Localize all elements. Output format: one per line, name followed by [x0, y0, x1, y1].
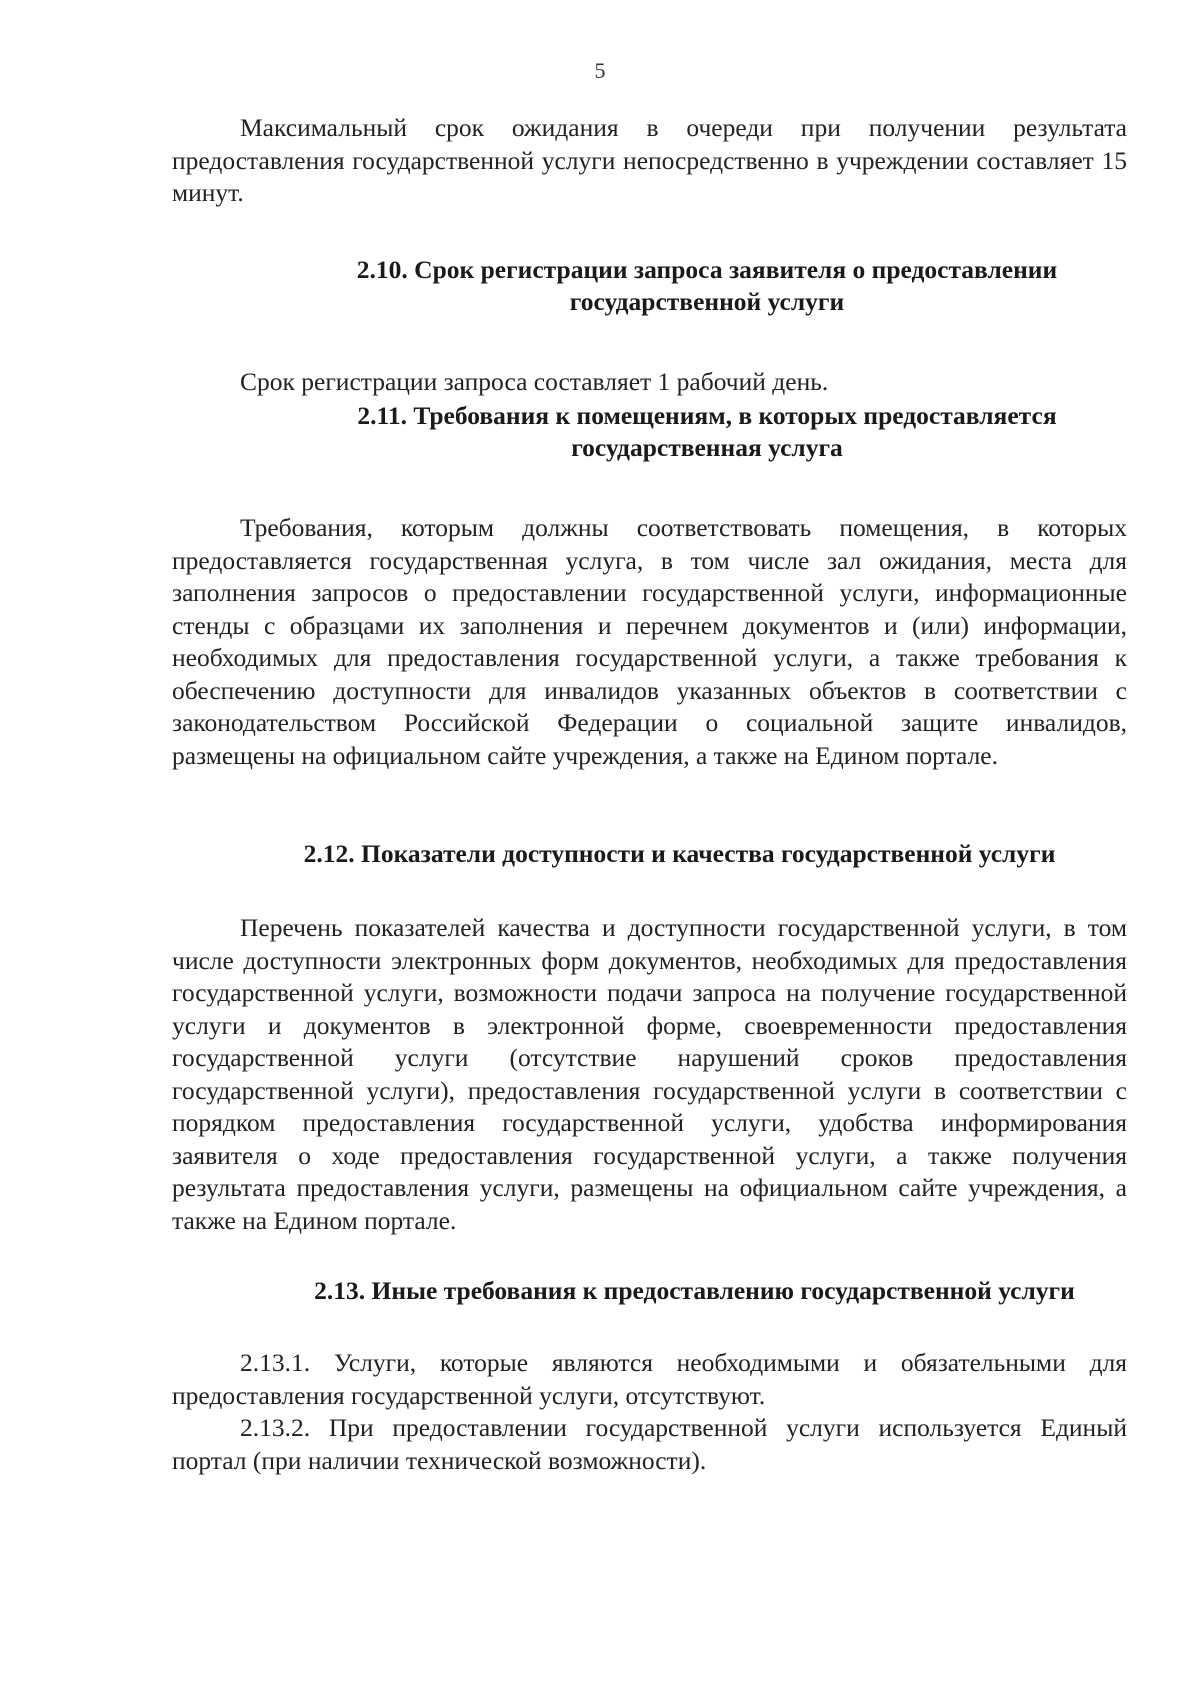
page-number: 5	[594, 58, 606, 83]
paragraph-registration-term: Срок регистрации запроса составляет 1 рабочий день.	[240, 366, 829, 396]
document-body	[172, 112, 1127, 1477]
paragraph-premises: Требования, которым должны соответствовать помещения, в которых предоставляется государственная услуга, в том числе зал ожидания, места для заполнения запросов о предоставлении государственной услуги, информационные стенды с образцами их заполнения и перечнем документов и (или) информации, необходимых для предоставления государственной услуги, а также требования к обеспечению доступности для инвалидов указанных объектов в соответствии с законодательством Российской Федерации о социальной защите инвалидов, размещены на официальном сайте учреждения, а также на Едином портале.	[172, 513, 1127, 770]
paragraph-indicators: Перечень показателей качества и доступности государственной услуги, в том числе доступности электронных форм документов, необходимых для предоставления государственной услуги, возможности подачи запроса на получение государственной услуги и документов в электронной форме, своевременности предоставления государственной услуги (отсутствие нарушений сроков предоставления государственной услуги), предоставления государственной услуги в соответствии с порядком предоставления государственной услуги, удобства информирования заявителя о ходе предоставления государственной услуги, а также получения результата предоставления услуги, размещены на официальном сайте учреждения, а также на Едином портале.	[172, 913, 1127, 1235]
paragraph-waiting-time: Максимальный срок ожидания в очереди при получении результата предоставления государственной услуги непосредственно в учреждении составляет 15 минут.	[172, 113, 1127, 207]
heading-2-12: 2.12. Показатели доступности и качества государственной услуги	[303, 839, 1056, 868]
heading-2-13: 2.13. Иные требования к предоставлению государственной услуги	[314, 1276, 1075, 1305]
paragraph-2-13-2: 2.13.2. При предоставлении государственной услуги используется Единый портал (при наличии технической возможности).	[172, 1413, 1127, 1475]
paragraph-2-13-1: 2.13.1. Услуги, которые являются необходимыми и обязательными для предоставления государственной услуги, отсутствуют.	[172, 1348, 1127, 1410]
heading-2-11: 2.11. Требования к помещениям, в которых предоставляется государственная услуга	[357, 401, 1057, 462]
heading-2-10: 2.10. Срок регистрации запроса заявителя о предоставлении государственной услуги	[356, 254, 1058, 316]
